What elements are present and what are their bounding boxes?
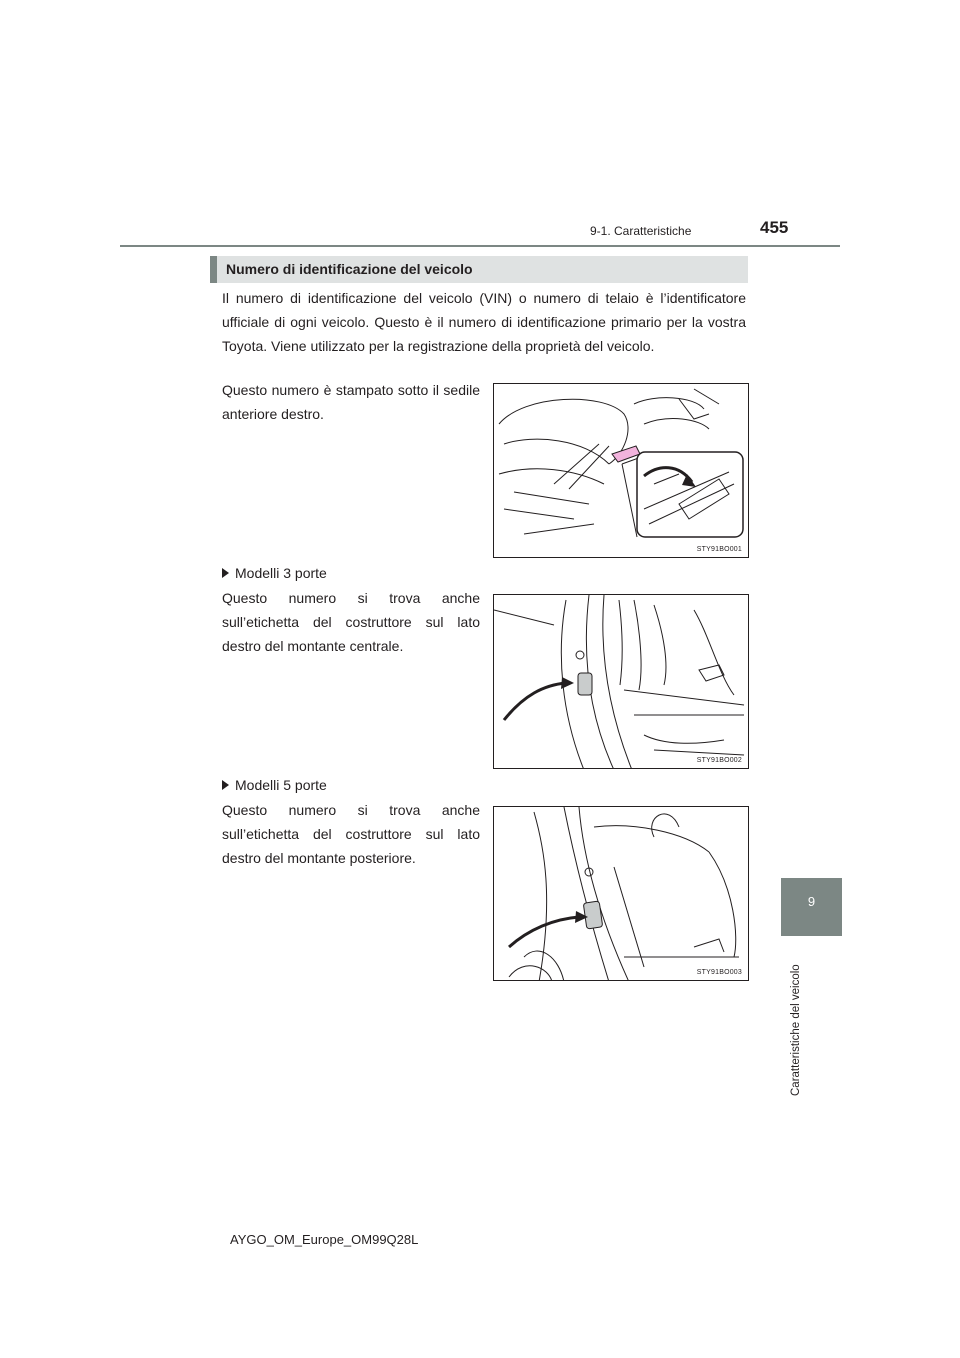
figure-id: STY91BO002 bbox=[696, 757, 742, 764]
center-pillar-illustration bbox=[494, 595, 749, 769]
bullet-3-doors bbox=[222, 565, 327, 581]
block-3-text: Questo numero si trova anche sull’etichetta del costruttore sul lato destro del montante posteriore. bbox=[222, 802, 480, 866]
block-1-text: Questo numero è stampato sotto il sedile anteriore destro. bbox=[222, 382, 480, 422]
figure-id: STY91BO003 bbox=[696, 969, 742, 976]
chapter-number: 9 bbox=[807, 894, 816, 909]
chapter-title-vertical bbox=[788, 942, 808, 1102]
bullet-label: Modelli 5 porte bbox=[235, 777, 327, 793]
section-title: Numero di identificazione del veicolo bbox=[226, 261, 473, 277]
page-number: 455 bbox=[760, 218, 789, 237]
section-heading-bar bbox=[210, 256, 217, 283]
intro-paragraph: Il numero di identificazione del veicolo (VIN) o numero di telaio è l’identificatore ufficiale di ogni veicolo. Questo è il numero di identificazione primario per la vostra Toyota. Viene utilizzato per la registrazione della proprietà del veicolo. bbox=[222, 290, 746, 354]
section-heading bbox=[210, 256, 748, 283]
figure-rear-pillar bbox=[493, 806, 749, 981]
seat-illustration bbox=[494, 384, 749, 558]
rear-pillar-illustration bbox=[494, 807, 749, 981]
bullet-5-doors bbox=[222, 777, 327, 793]
bullet-label: Modelli 3 porte bbox=[235, 565, 327, 581]
bullet-triangle-icon bbox=[222, 568, 229, 578]
bullet-triangle-icon bbox=[222, 780, 229, 790]
figure-center-pillar bbox=[493, 594, 749, 769]
figure-seat bbox=[493, 383, 749, 558]
chapter-title: Caratteristiche del veicolo bbox=[790, 964, 802, 1096]
block-2-text: Questo numero si trova anche sull’etichetta del costruttore sul lato destro del montante centrale. bbox=[222, 590, 480, 654]
document-code: AYGO_OM_Europe_OM99Q28L bbox=[230, 1232, 419, 1247]
header-rule bbox=[120, 245, 840, 247]
running-header-section: 9-1. Caratteristiche bbox=[590, 224, 692, 238]
figure-id: STY91BO001 bbox=[696, 546, 742, 553]
